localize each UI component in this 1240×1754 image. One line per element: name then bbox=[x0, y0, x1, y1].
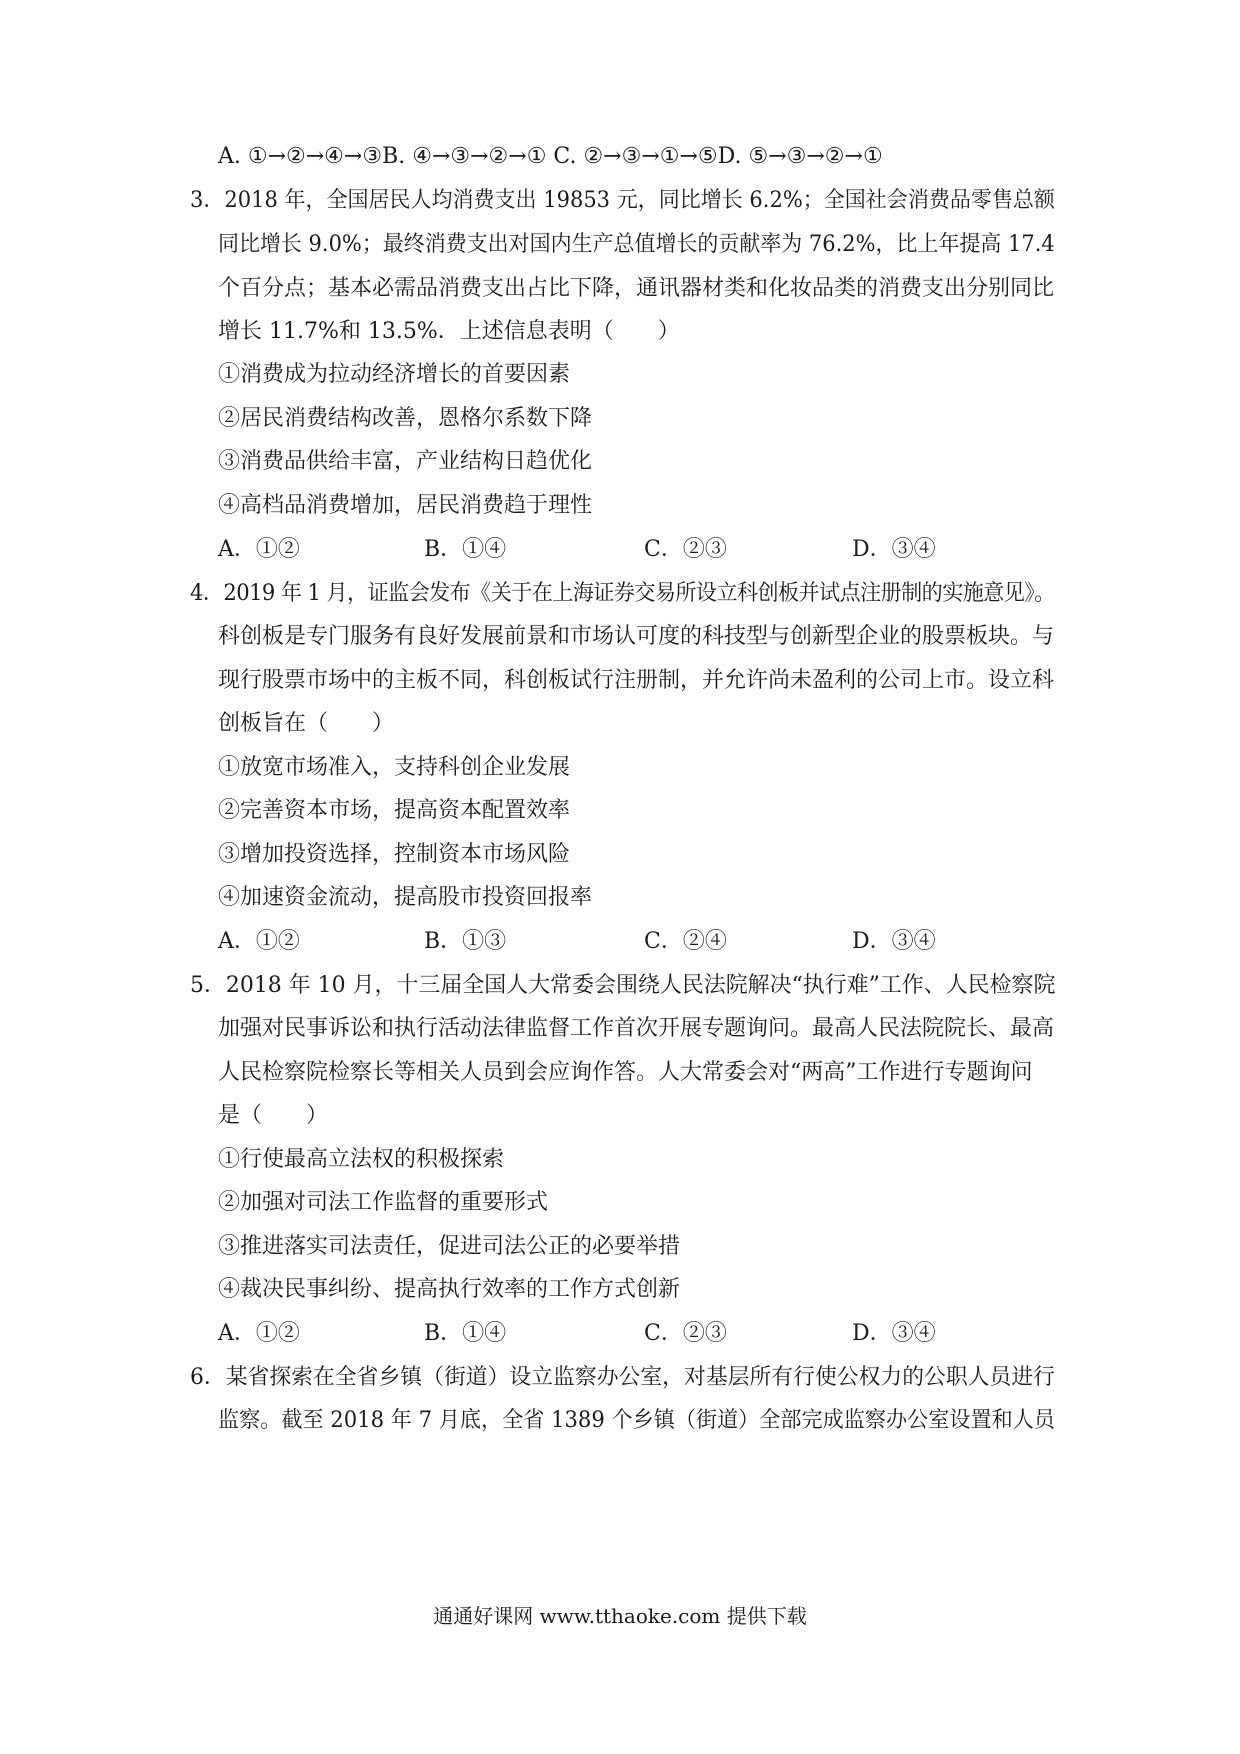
q5-choice-d: D．③④ bbox=[852, 1321, 936, 1346]
q3-choice-d: D．③④ bbox=[852, 537, 936, 562]
q4-stem-line: 创板旨在（ ） bbox=[218, 711, 395, 736]
q4-choice-d: D．③④ bbox=[852, 929, 936, 954]
q5-choice-c: C．②③ bbox=[644, 1321, 727, 1346]
q2-options: A. ①→②→④→③B. ④→③→②→① C. ②→③→①→⑤D. ⑤→③→②→① bbox=[218, 144, 883, 169]
q4-choice-c: C．②④ bbox=[644, 929, 727, 954]
q4-item: ①放宽市场准入，支持科创企业发展 bbox=[218, 755, 571, 780]
q3-stem-line: 同比增长 9.0%；最终消费支出对国内生产总值增长的贡献率为 76.2%，比上年提高 17.4 bbox=[218, 232, 1055, 257]
q6-stem-line: 6．某省探索在全省乡镇（街道）设立监察办公室，对基层所有行使公权力的公职人员进行 bbox=[190, 1365, 1056, 1390]
q5-item: ②加强对司法工作监督的重要形式 bbox=[218, 1190, 549, 1215]
q5-choice-b: B．①④ bbox=[424, 1321, 507, 1346]
q3-item: ③消费品供给丰富，产业结构日趋优化 bbox=[218, 449, 593, 474]
q3-stem-line: 增长 11.7%和 13.5%．上述信息表明（ ） bbox=[218, 319, 680, 344]
q4-choice-a: A．①② bbox=[218, 929, 300, 954]
q5-item: ①行使最高立法权的积极探索 bbox=[218, 1147, 505, 1172]
q4-item: ④加速资金流动，提高股市投资回报率 bbox=[218, 885, 593, 910]
q5-stem-line: 人民检察院检察长等相关人员到会应询作答。人大常委会对“两高”工作进行专题询问 bbox=[218, 1060, 1033, 1085]
q6-stem-line: 监察。截至 2018 年 7 月底，全省 1389 个乡镇（街道）全部完成监察办公室设置和人员 bbox=[218, 1408, 1055, 1433]
q5-stem-line: 5．2018 年 10 月，十三届全国人大常委会围绕人民法院解决“执行难”工作、人民检察院 bbox=[190, 973, 1056, 998]
q4-stem-line: 4．2019 年 1 月，证监会发布《关于在上海证券交易所设立科创板并试点注册制的实施意见》。 bbox=[190, 581, 1055, 606]
q4-item: ②完善资本市场，提高资本配置效率 bbox=[218, 798, 571, 823]
q4-item: ③增加投资选择，控制资本市场风险 bbox=[218, 842, 571, 867]
q3-item: ②居民消费结构改善，恩格尔系数下降 bbox=[218, 406, 593, 431]
q3-choice-b: B．①④ bbox=[424, 537, 507, 562]
q4-choice-b: B．①③ bbox=[424, 929, 507, 954]
q3-item: ④高档品消费增加，居民消费趋于理性 bbox=[218, 493, 593, 518]
q3-item: ①消费成为拉动经济增长的首要因素 bbox=[218, 362, 571, 387]
q3-stem-line: 3．2018 年，全国居民人均消费支出 19853 元，同比增长 6.2%；全国社会消费品零售总额 bbox=[190, 188, 1055, 213]
q5-stem-line: 是（ ） bbox=[218, 1103, 329, 1128]
q3-choice-a: A．①② bbox=[218, 537, 300, 562]
q3-stem-line: 个百分点；基本必需品消费支出占比下降，通讯器材类和化妆品类的消费支出分别同比 bbox=[218, 276, 1055, 301]
q5-stem-line: 加强对民事诉讼和执行活动法律监督工作首次开展专题询问。最高人民法院院长、最高 bbox=[218, 1016, 1055, 1041]
q4-stem-line: 科创板是专门服务有良好发展前景和市场认可度的科技型与创新型企业的股票板块。与 bbox=[218, 624, 1055, 649]
q5-choice-a: A．①② bbox=[218, 1321, 300, 1346]
q3-choice-c: C．②③ bbox=[644, 537, 727, 562]
q5-item: ③推进落实司法责任，促进司法公正的必要举措 bbox=[218, 1234, 681, 1259]
q5-item: ④裁决民事纠纷、提高执行效率的工作方式创新 bbox=[218, 1277, 681, 1302]
q4-stem-line: 现行股票市场中的主板不同，科创板试行注册制，并允许尚未盈利的公司上市。设立科 bbox=[218, 668, 1055, 693]
page-footer: 通通好课网 www.tthaoke.com 提供下载 bbox=[433, 1604, 807, 1628]
